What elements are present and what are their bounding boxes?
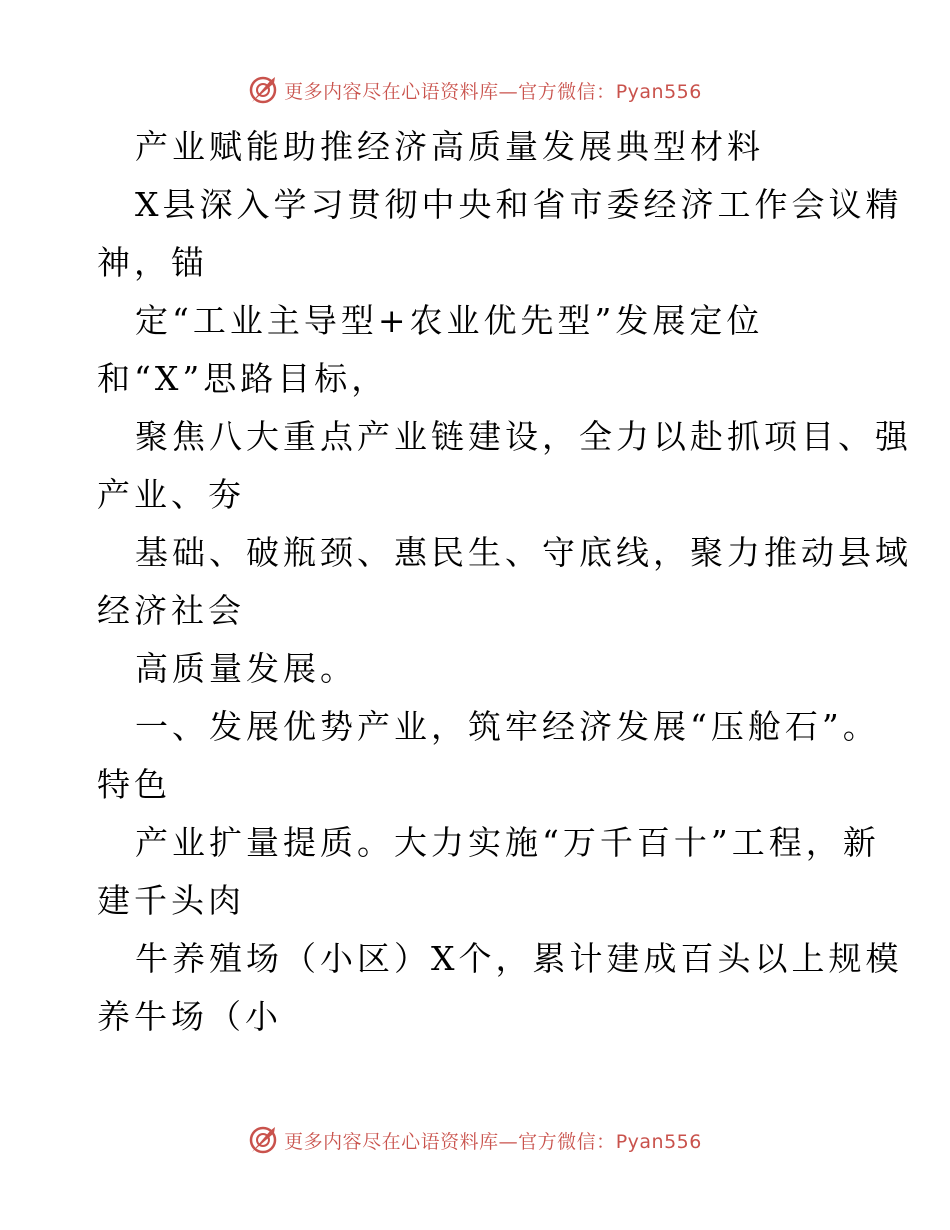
document-line: 基础、破瓶颈、惠民生、守底线，聚力推动县域	[135, 533, 912, 572]
banner-text	[284, 1127, 702, 1154]
document-line: 经济社会	[97, 591, 245, 630]
document-line: 一、发展优势产业，筑牢经济发展“压舱石”。	[135, 707, 880, 746]
document-line: 养牛场（小	[97, 997, 282, 1036]
document-line: 和“X”思路目标，	[97, 359, 389, 398]
banner-wechat-handle: Pyan556	[615, 1130, 702, 1153]
document-line: 定“工业主导型+农业优先型”发展定位	[135, 301, 764, 340]
quill-logo-icon	[248, 75, 278, 105]
footer-banner	[0, 1120, 950, 1160]
document-line: 产业、夯	[97, 475, 245, 514]
banner-dash: —	[498, 80, 519, 103]
document-line: X县深入学习贯彻中央和省市委经济工作会议精	[135, 185, 903, 224]
banner-site-text: 更多内容尽在心语资料库	[284, 80, 499, 103]
document-line: 聚焦八大重点产业链建设，全力以赴抓项目、强	[135, 417, 912, 456]
header-banner	[0, 70, 950, 110]
banner-wechat-handle: Pyan556	[615, 80, 702, 103]
document-line: 建千头肉	[97, 881, 245, 920]
document-line: 牛养殖场（小区）X个，累计建成百头以上规模	[135, 939, 903, 978]
banner-text	[284, 77, 702, 104]
document-line: 神，锚	[97, 243, 208, 282]
document-line: 产业扩量提质。大力实施“万千百十”工程，新	[135, 823, 880, 862]
document-body	[97, 118, 912, 1046]
document-line: 产业赋能助推经济高质量发展典型材料	[135, 127, 764, 166]
banner-wechat-label: 官方微信：	[518, 80, 616, 103]
document-line: 高质量发展。	[135, 649, 357, 688]
quill-logo-icon	[248, 1125, 278, 1155]
banner-dash: —	[498, 1130, 519, 1153]
banner-site-text: 更多内容尽在心语资料库	[284, 1130, 499, 1153]
document-line: 特色	[97, 765, 171, 804]
banner-wechat-label: 官方微信：	[518, 1130, 616, 1153]
